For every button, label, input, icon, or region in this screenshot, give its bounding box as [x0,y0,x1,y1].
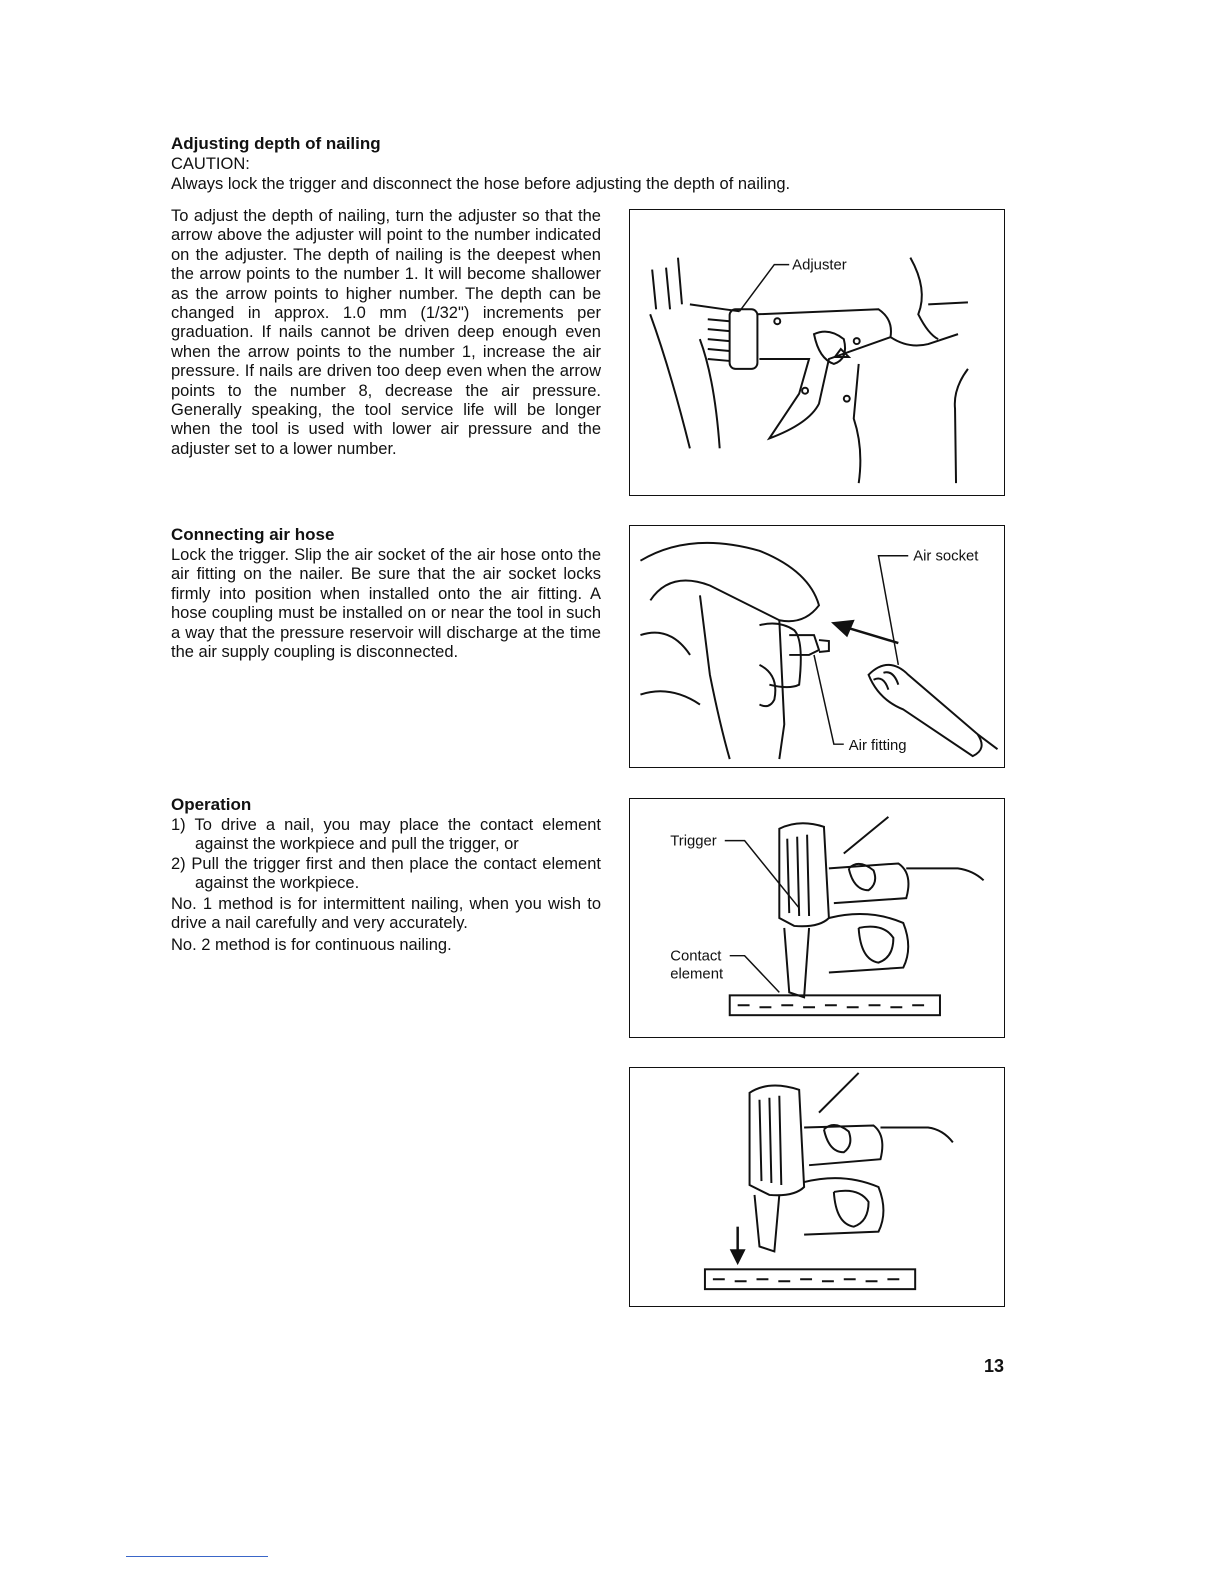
air-fitting-label: Air fitting [848,738,907,755]
continuous-nailing-figure [629,1067,1005,1307]
continuous-nailing-illustration [630,1068,1004,1306]
adjuster-figure [629,209,1005,496]
caution-label: CAUTION: [171,155,250,173]
depth-section-title: Adjusting depth of nailing [171,134,381,153]
operation-section-title: Operation [171,795,252,814]
caution-text: Always lock the trigger and disconnect the hose before adjusting the depth of nailing. [171,175,791,193]
trigger-label: Trigger [670,833,717,850]
adjuster-illustration [630,210,1004,495]
trigger-contact-illustration [630,799,1004,1037]
adjuster-label: Adjuster [792,257,847,274]
air-hose-illustration [630,526,1004,767]
hose-section-title: Connecting air hose [171,525,335,544]
operation-steps-list [171,816,601,894]
depth-body-text: To adjust the depth of nailing, turn the adjuster so that the arrow above the adjuster will point to the number indicated on the adjuster. The depth of nailing is the deepest when the arrow points to the number 1. It will become shallower as the arrow points to higher number. The depth can be changed in approx. 1.0 mm (1/32") increments per graduation. If nails cannot be driven deep enough even when the arrow points to the number 1, increase the air pressure. If nails are driven too deep even when the arrow points to the number 8, decrease the air pressure. Generally speaking, the tool service life will be longer when the tool is used with lower air pressure and the adjuster set to a lower number. [171,207,601,458]
air-hose-figure [629,525,1005,768]
trigger-contact-figure [629,798,1005,1038]
contact-label-line2: element [670,966,724,983]
operation-content [171,816,601,956]
operation-note-2: No. 2 method is for continuous nailing. [171,936,452,955]
operation-step-1: 1) To drive a nail, you may place the contact element against the workpiece and pull the trigger, or [171,816,601,854]
hose-body-text: Lock the trigger. Slip the air socket of the air hose onto the air fitting on the nailer. Be sure that the air socket locks firmly into position when installed onto the air fitting. A hose coupling must be installed on or near the tool in such a way that the pressure reservoir will discharge at the time the air supply coupling is disconnected. [171,546,601,662]
contact-label-line1: Contact [670,948,722,965]
operation-note-1: No. 1 method is for intermittent nailing, when you wish to drive a nail carefully and very accurately. [171,894,601,933]
depth-section-header [171,134,1071,194]
air-socket-label: Air socket [913,548,979,565]
operation-step-2: 2) Pull the trigger first and then place the contact element against the workpiece. [171,854,601,893]
page-number: 13 [984,1356,1005,1376]
footer-rule [126,1556,268,1557]
